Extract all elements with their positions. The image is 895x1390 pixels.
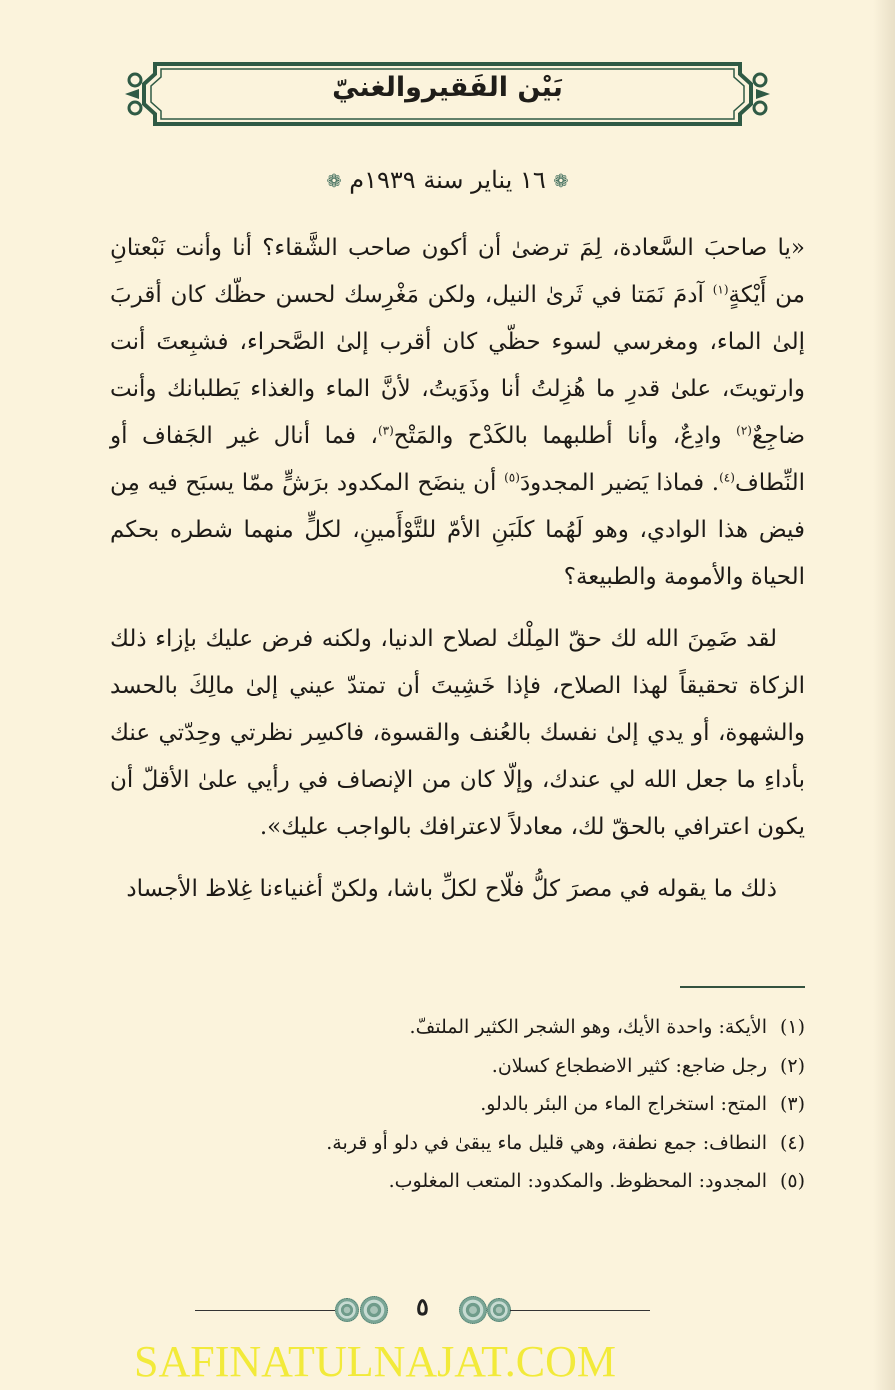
footnotes (105, 1008, 805, 1201)
flower-ornament-icon: ❁ (326, 171, 342, 192)
page-footer (195, 1290, 650, 1330)
chapter-title-frame (125, 58, 770, 130)
rosette-icon (459, 1296, 487, 1324)
footnote-1: (١)الأيكة: واحدة الأيك، وهو الشجر الكثير الملتفّ. (409, 1016, 805, 1038)
paragraph-1: «يا صاحبَ السَّعادة، لِمَ ترضىٰ أن أكون صاحب الشَّقاء؟ أنا وأنت نَبْعتانِ من أَيْكةٍ$^{(١)}$ آدمَ نَمَتا في ثَرىٰ النيل، ولكن مَغْرِسك لحسن حظّك كان أقربَ إلىٰ الماء، ومغرسي لسوء حظّي كان أقرب إلىٰ الصَّحراء، فشبِعتَ أنت وارتويتَ، علىٰ قدرِ ما هُزِلتُ أنا وذَوَيتُ، لأنَّ الماء والغذاء يَطلبانك وأنت ضاجِعٌ$^{(٢)}$ وادِعٌ، وأنا أطلبهما بالكَدْح والمَتْح$^{(٣)}$، فما أنال غير الجَفاف أو النِّطاف$^{(٤)}$. فماذا يَضير المجدودَ$^{(٥)}$ أن ينضَح المكدود برَشٍّ ممّا يسبَح فيه مِن فيض هذا الوادي، وهو لَهُما كلَبَنِ الأمّ للتَّوْأَمينِ، لكلٍّ منهما شطره بحكم الحياة والأمومة والطبيعة؟ (110, 235, 805, 590)
paragraph-3: ذلك ما يقوله في مصرَ كلُّ فلّاح لكلِّ باشا، ولكنّ أغنياءنا غِلاظ الأجساد (126, 876, 777, 902)
rosette-icon (487, 1298, 511, 1322)
footnote-separator (680, 986, 805, 988)
footnote-ref-1[interactable]: (١) (712, 282, 729, 297)
body-text (110, 225, 805, 928)
footnote-3: (٣)المتح: استخراج الماء من البئر بالدلو. (480, 1093, 805, 1115)
footer-rule-right (510, 1310, 650, 1311)
footnote-ref-3[interactable]: (٣) (377, 423, 394, 438)
footnote-5: (٥)المجدود: المحظوظ. والمكدود: المتعب المغلوب. (388, 1170, 805, 1192)
footnote-2: (٢)رجل ضاجع: كثير الاضطجاع كسلان. (491, 1054, 805, 1077)
flower-ornament-icon: ❁ (553, 171, 569, 192)
page-number: ٥ (416, 1292, 429, 1321)
paragraph-2: لقد ضَمِنَ الله لك حقّ المِلْك لصلاح الدنيا، ولكنه فرض عليك بإزاء ذلك الزكاة تحقيقاً لهذا الصلاح، فإذا خَشِيتَ أن تمتدّ عيني إلىٰ مالِكَ بالحسد والشهوة، أو يدي إلىٰ نفسك بالعُنف والقسوة، فاكسِر نظرتي وحِدّتي عنك بأداءِ ما جعل الله لي عندك، وإلّا كان من الإنصاف في رأيي علىٰ الأقلّ أن يكون اعترافي بالحقّ لك، معادلاً لاعترافك بالواجب عليك». (110, 626, 805, 840)
page-edge-shadow (873, 0, 895, 1390)
watermark: SAFINATULNAJAT.COM (134, 1337, 617, 1386)
date-heading (0, 166, 895, 194)
chapter-title: بَيْن الفَقيروالغنيّ (332, 72, 563, 103)
footnote-ref-4[interactable]: (٤) (719, 470, 735, 485)
footnote-4: (٤)النطاف: جمع نطفة، وهي قليل ماء يبقىٰ في دلو أو قربة. (326, 1131, 805, 1154)
date-text: ١٦ يناير سنة ١٩٣٩م (349, 166, 546, 194)
footnote-ref-2[interactable]: (٢) (736, 423, 752, 438)
footnote-ref-5[interactable]: (٥) (504, 470, 520, 485)
